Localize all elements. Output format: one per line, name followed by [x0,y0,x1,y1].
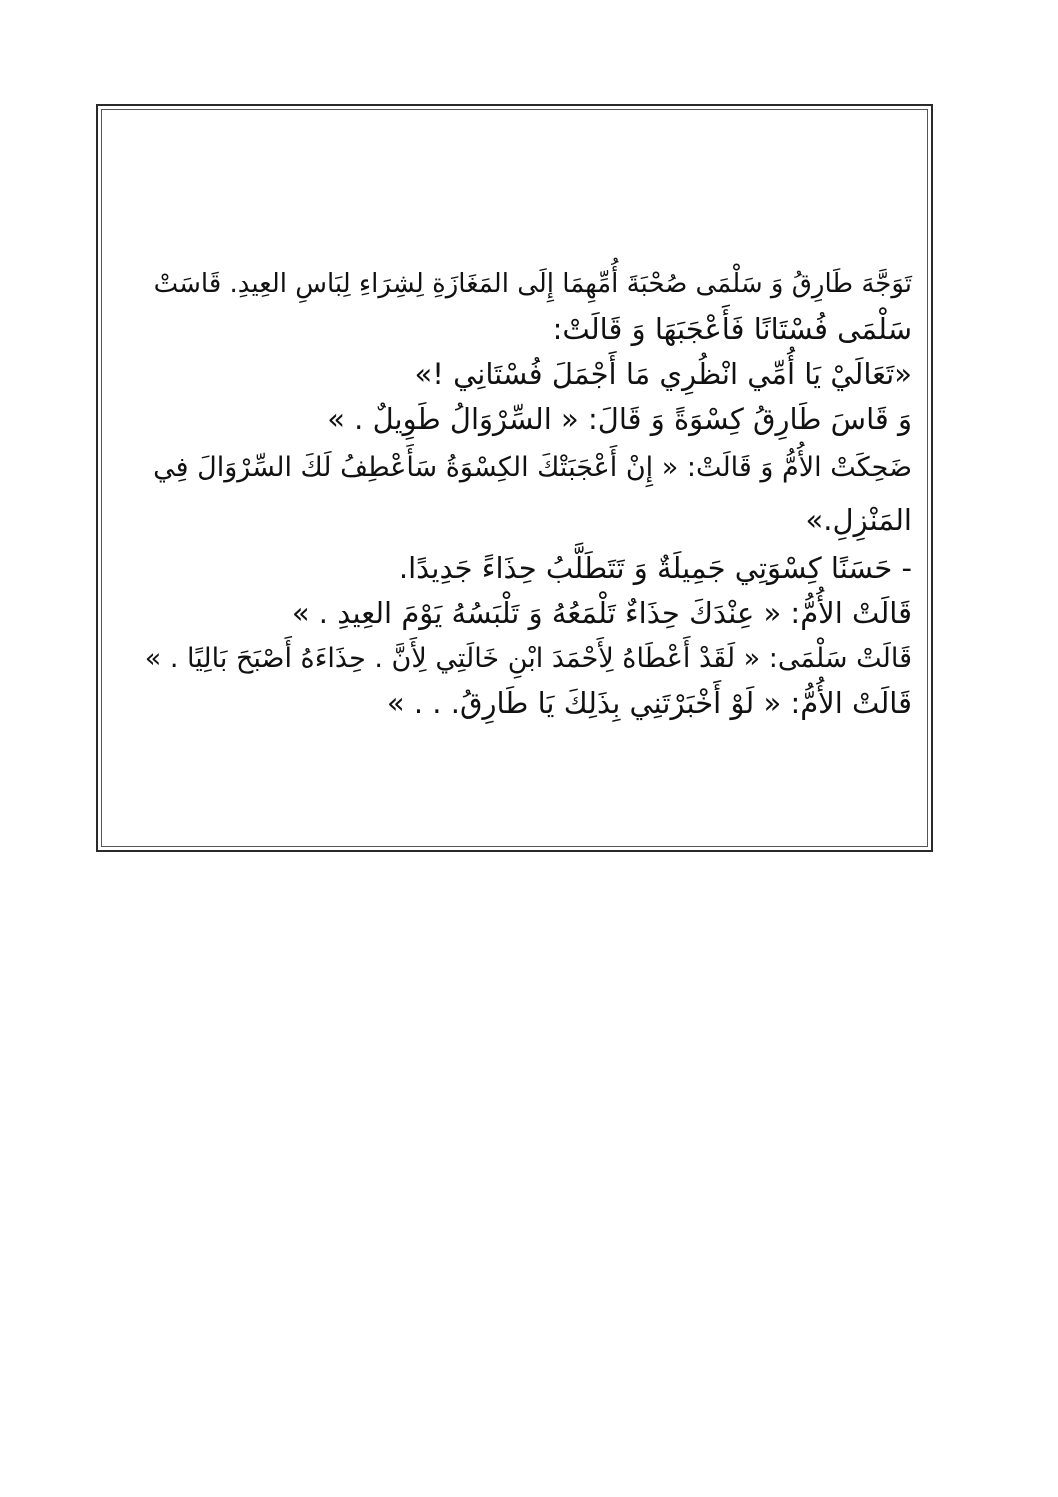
story-line-2: سَلْمَى فُسْتَانًا فَأَعْجَبَهَا وَ قَالَتْ: [552,312,912,346]
story-line-8: قَالَتْ الأُمُّ: « عِنْدَكَ حِذَاءٌ تَلْمَعُهُ وَ تَلْبَسُهُ يَوْمَ العِيدِ . » [291,596,912,630]
story-line-4: وَ قَاسَ طَارِقُ كِسْوَةً وَ قَالَ: « السِّرْوَالُ طَوِيلٌ . » [327,402,912,436]
story-line-3: «تَعَالَيْ يَا أُمِّي انْظُرِي مَا أَجْمَلَ فُسْتَانِي !» [414,357,912,391]
story-line-9: قَالَتْ سَلْمَى: « لَقَدْ أَعْطَاهُ لِأَحْمَدَ ابْنِ خَالَتِي لِأَنَّ . حِذَاءَهُ أَصْبَحَ بَالِيًا . » [144,643,912,674]
story-line-5: ضَحِكَتْ الأُمُّ وَ قَالَتْ: « إِنْ أَعْجَبَتْكَ الكِسْوَةُ سَأَعْطِفُ لَكَ السِّرْوَالَ فِي [153,452,912,483]
story-line-7: - حَسَنًا كِسْوَتِي جَمِيلَةٌ وَ تَتَطَلَّبُ حِذَاءً جَدِيدًا. [398,551,912,585]
story-line-6: المَنْزِلِ.» [805,503,912,537]
story-line-1: تَوَجَّهَ طَارِقُ وَ سَلْمَى صُحْبَةَ أُمِّهِمَا إِلَى المَغَازَةِ لِشِرَاءِ لِبَاسِ العِيدِ. قَاسَتْ [153,269,912,299]
story-text [128,262,912,726]
story-line-10: قَالَتْ الأُمُّ: « لَوْ أَخْبَرْتَنِي بِذَلِكَ يَا طَارِقُ. . . » [386,686,912,720]
